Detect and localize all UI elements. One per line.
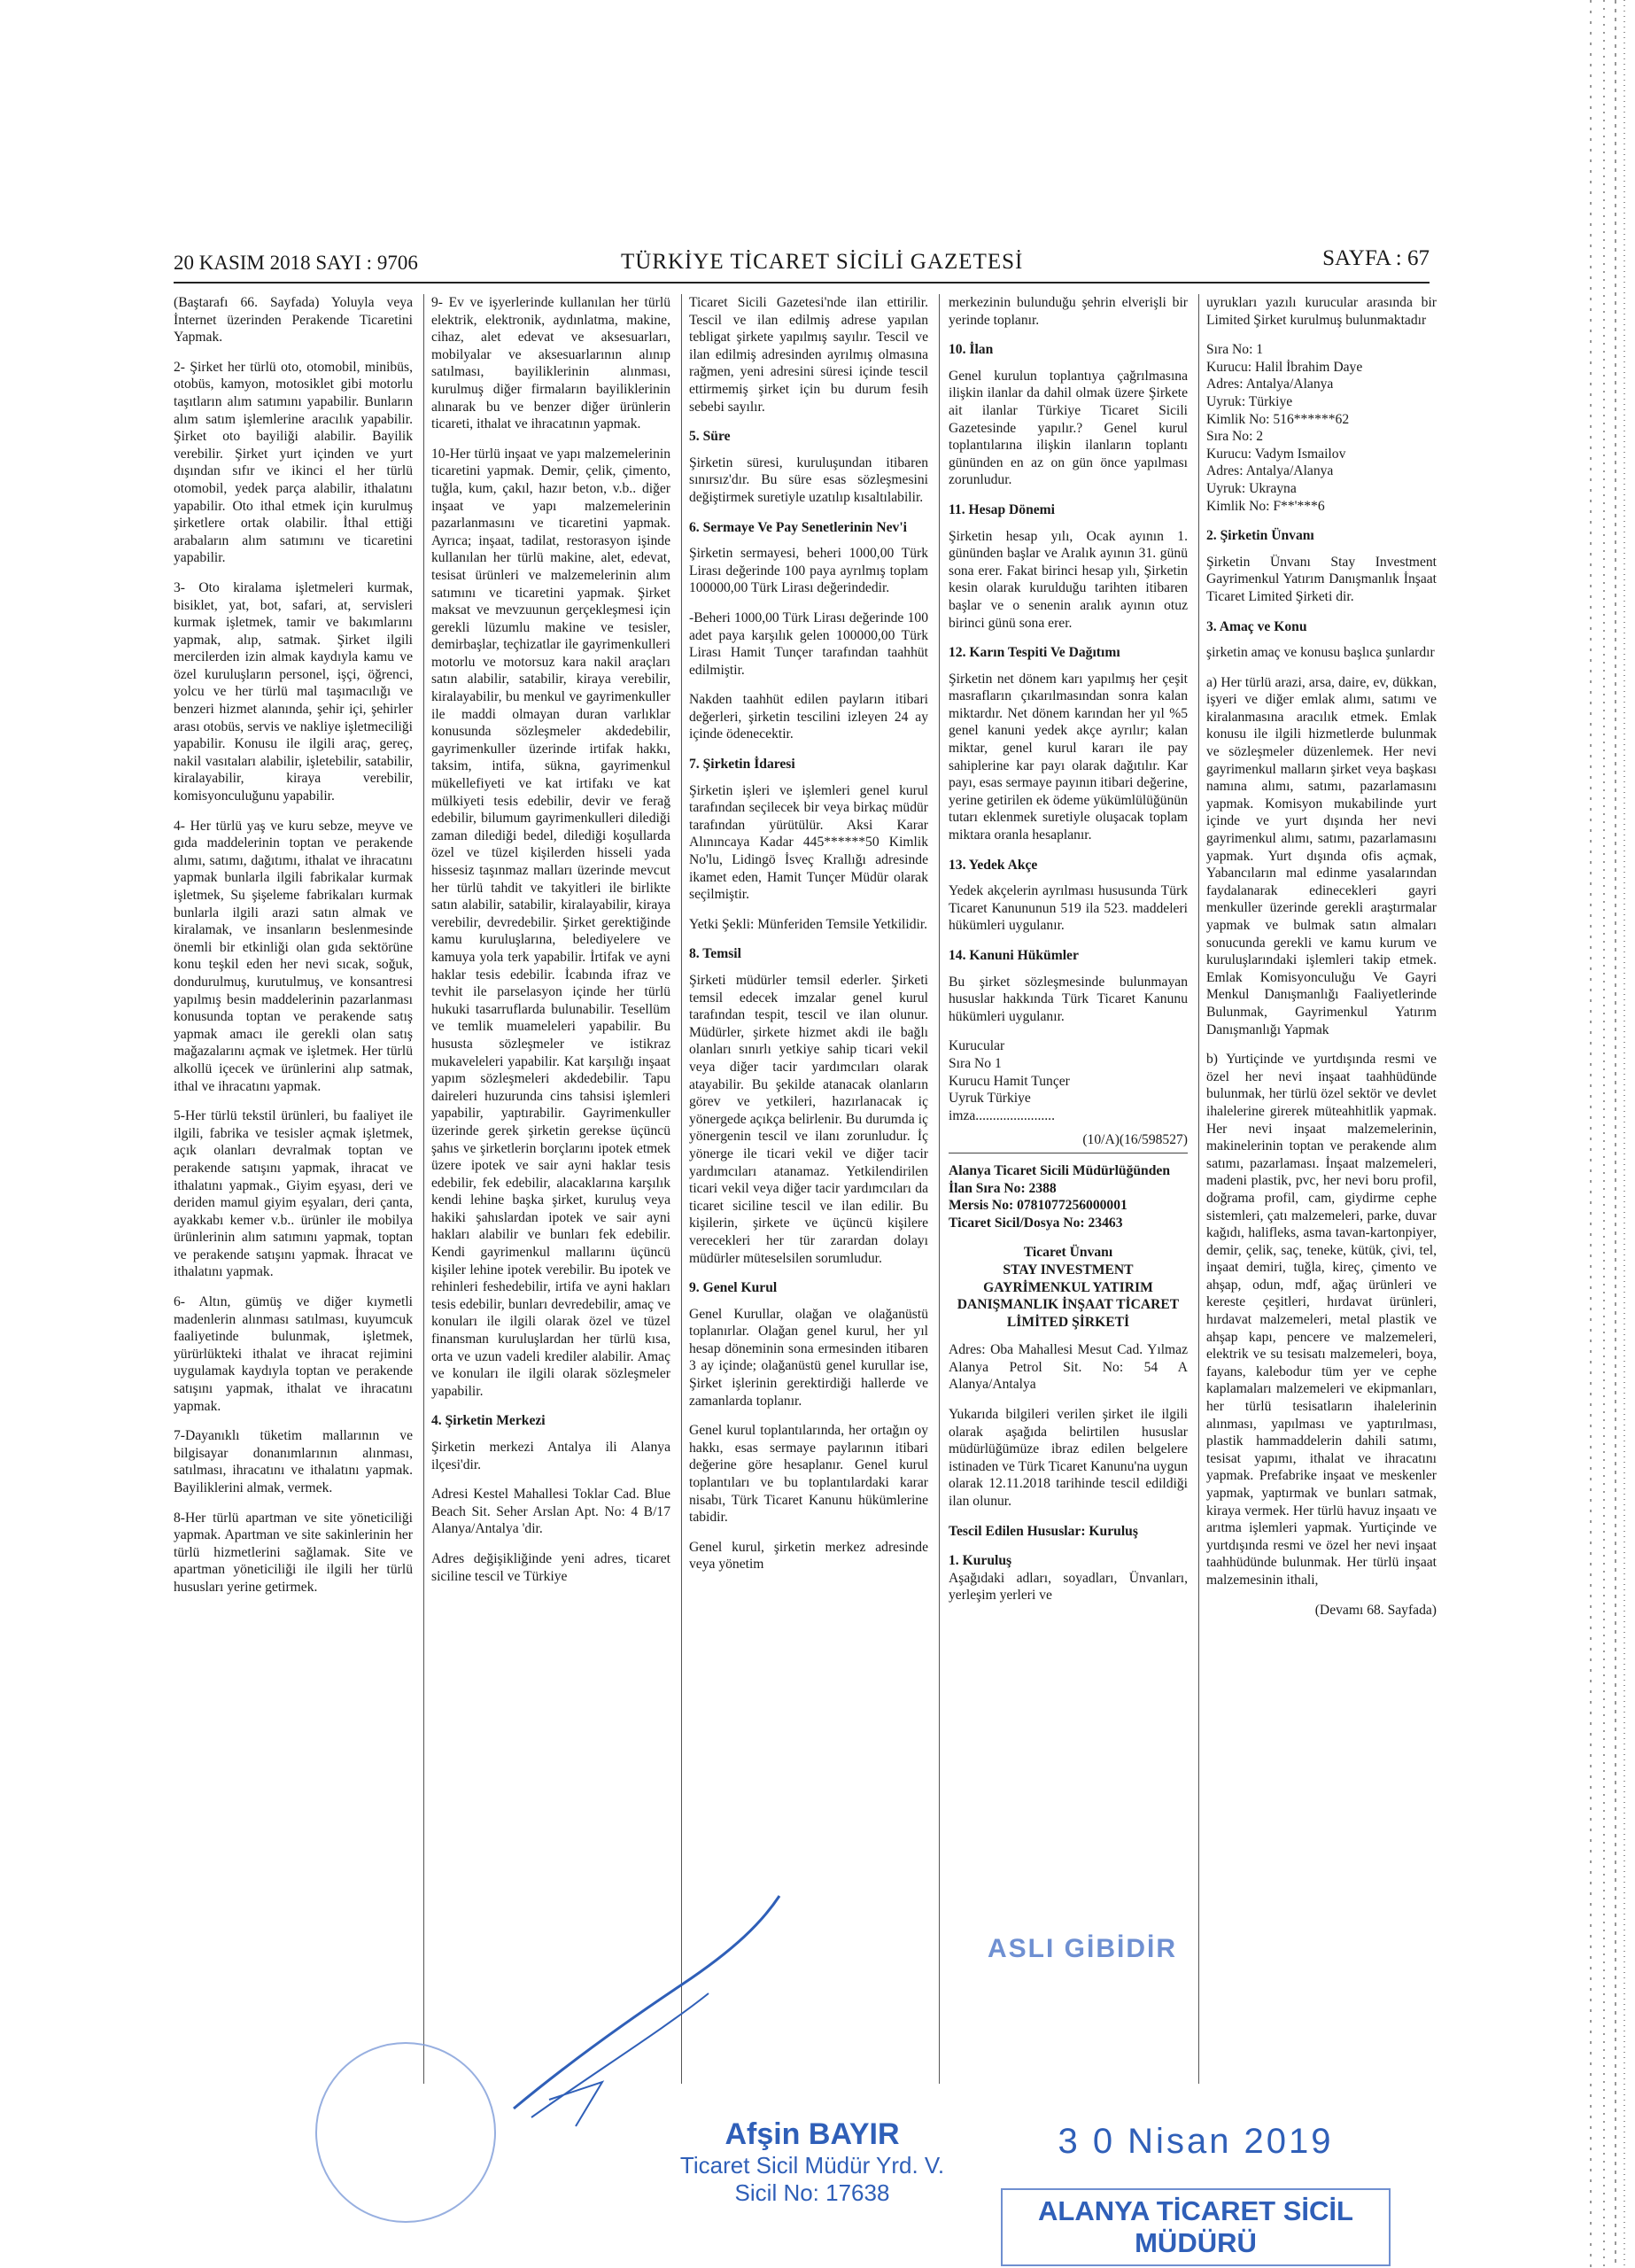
notice-unvan: STAY INVESTMENT GAYRİMENKUL YATIRIM DANIŞMANLIK İNŞAAT TİCARET LİMİTED ŞİRKETİ [957,1262,1180,1330]
paragraph: Şirketin hesap yılı, Ocak ayının 1. gününden başlar ve Aralık ayının 31. günü sona erer. Fakat birinci hesap yılı, Şirketin kesin olarak kurulduğu tarihten itibaren başlar ve o senenin aralık ayının otuz birinci günü sona erer. [949,528,1188,631]
paragraph: şirketin amaç ve konusu başlıca şunlardır [1206,645,1435,661]
paragraph: 10-Her türlü inşaat ve yapı malzemelerinin ticaretini yapmak. Demir, çelik, çimento, tuğla, kum, çakıl, hazır beton, v.b.. diğer inşaat ve yapı malzemelerinin pazarlanmasını ve ticaretini yapmak. Ayrıca; inşaat, tadilat, restorasyon işinde kullanılan her türlü makine, alet, edevat, tesisat ürünleri ve malzemelerinin alım satımını ve ticaretini yapmak. Şirket maksat ve mevzuunun gerçekleşmesi için gerekli lüzumlu makine ve tesisler, demirbaşlar, teçhizatlar ile gayrimenkulleri motorlu ve motorsuz kara nakil araçları satın alabilir, satabilir, kiraya verebilir, kiralayabilir, bu menkul ve gayrimenkuller ile maddi olmayan duran varlıklar konusunda sözleşmeler akdedebilir, gayrimenkuller üzerinde irtifak hakkı, taksim, intifa, sükna, gayrimenkul mükellefiyeti ve kat irtifakı ve kat mülkiyeti tesis edebilir, devir ve ferağ edebilir, bilumum gayrimenkulleri dilediği zaman dilediği bedel, dilediği koşullarda özel ve tüzel kişilerden hisseli yada hissesiz taşınmaz malları üzerinde mevcut her türlü tahdit ve takyitleri ile birlikte satın alabilir, satabilir, kiralayabilir, kiraya verebilir, devredebilir. Şirket gerektiğinde kamu kuruluşlarına, belediyelere ve kamuya yola terk yapabilir. İrtifak ve ayni haklar tesis edebilir. İcabında ifraz ve tevhit ile parselasyon içinde her türlü hukuki tasarruflarda bulunabilir. Tesellüm ve temlik muameleleri yapabilir. Bu hususta sözleşmeler ve istikraz mukaveleleri yapabilir. Kat karşılığı inşaat yapım sözleşmeleri akdedebilir. Tapu daireleri huzurunda cins tahsisi işlemleri yapabilir, yaptırabilir. Gayrimenkuller üzerinde gerek şirketin gerekse üçüncü şahıs ve şirketlerin borçlarını ipotek etmek üzere ipotek ve sair ayni haklar tesis edebilir, fek edebilir, alacaklarına karşılık kendi lehine başka şirket, kuruluş veya hakiki şahıslardan ipotek ve sair ayni hakları alabilir ve bunları fek edebilir. Kendi gayrimenkul mallarını üçüncü kişiler lehine ipotek verebilir. Bu ipotek ve rehinleri feshedebilir, irtifa ve ayni hakları tesis edebilir, bunları devredebilir, amaç ve konuları ile ilgili olarak özel ve tüzel finansman kuruluşlardan her türlü kısa, orta ve uzun vadeli krediler alabilir. Amaç ve konuları ile ilgili olarak sözleşmeler yapabilir. [431,446,670,1399]
section-heading: 11. Hesap Dönemi [949,501,1055,517]
column-1 [174,294,424,2084]
founder-line: Kimlik No: F**'***6 [1206,498,1325,514]
stamp-sicil: Sicil No: 17638 [734,2179,890,2206]
founder-line: Uyruk Türkiye [949,1091,1031,1107]
founder-line: Kurucular [949,1038,1005,1054]
paragraph: Genel Kurullar, olağan ve olağanüstü toplanırlar. Olağan genel kurul, her yıl hesap döneminin sona ermesinden itibaren 3 ay içinde; olağanüstü genel kurullar ise, Şirket işlerinin gerektirdiği hallerde ve zamanlarda toplanır. [689,1306,928,1409]
paragraph: 9- Ev ve işyerlerinde kullanılan her türlü elektrik, elektronik, aydınlatma, makine, cihaz, alet edevat ve aksesuarları, mobilyalar ve aksesuarlarının alınıp satılması, bayiliklerinin alınması, kurulmuş diğer firmaların bayiliklerinin alınarak bu ve benzer diğer ürünlerin ticareti, ithalat ve ihracatının yapmak. [431,295,670,432]
section-heading: 12. Karın Tespiti Ve Dağıtımı [949,645,1120,661]
notice-kurulus-text: Aşağıdaki adları, soyadları, Ünvanları, yerleşim yerleri ve [949,1570,1188,1604]
paragraph: Şirketin işleri ve işlemleri genel kurul tarafından seçilecek bir veya birkaç müdür tarafından yürütülür. Aksi Karar Alınıncaya Kadar 445******50 Kimlik No'lu, Lidingö İsveç Krallığı adresinde ikamet eden, Hamit Tunçer Müdür olarak seçilmiştir. [689,782,928,903]
round-seal-stamp [315,2042,496,2223]
section-heading: 5. Süre [689,429,731,445]
section-list [689,428,928,1573]
paragraph: Genel kurul toplantılarında, her ortağın oy hakkı, esas sermaye paylarının itibari değerine göre hesaplanır. Genel kurul toplantıları ve bu toplantılardaki karar nisabı, Türk Ticaret Kanunu hükümlerine tabidir. [689,1423,928,1526]
founder-line: imza....................... [949,1107,1055,1123]
section-heading: 14. Kanuni Hükümler [949,948,1079,963]
header-date-issue: 20 KASIM 2018 SAYI : 9706 [174,252,418,274]
notice-kurulus-title: 1. Kuruluş [949,1553,1012,1569]
paragraph: 2- Şirket her türlü oto, otomobil, minibüs, otobüs, kamyon, motosiklet gibi motorlu taşıtların alım satımını yapabilir. Bunların alım satım işlemlerine aracılık yapabilir. Şirket oto bayiliği alabilir. Bayilik verebilir. Şirket yurt içinden ve yurt dışından sıfır ve ikinci el her türlü otomobil, yedek parça alabilir, ithalatını yapabilir. Oto ithal etmek için kurulmuş şirketlere ortak olabilir. İthal ettiği arabaların alım satımını ve ticaretini yapabilir. [174,359,413,566]
section-heading: 13. Yedek Akçe [949,857,1038,873]
stamp-title: Ticaret Sicil Müdür Yrd. V. [679,2152,945,2179]
section-list [1206,527,1437,1588]
section-heading: 10. İlan [949,342,994,358]
founder-line: Uyruk: Türkiye [1206,393,1293,409]
overlay-stamp-text: ASLI GİBİDİR [988,1934,1178,1963]
announcement-ref: (10/A)(16/598527) [949,1131,1188,1153]
paragraph: 5-Her türlü tekstil ürünleri, bu faaliyet ile ilgili, fabrika ve tesisler açmak işletmek, açık olanları devralmak toptan ve perakende satışını yapmak, ihracat ve ithalatını yapmak., Giyim eşyası, deri ve deriden mamul giyim eşyaları, deri çanta, ayakkabı kemer v.b.. ürünler ile mobilya ürünlerinin alım satımını yapmak, toptan ve perakende satışını yapmak. İhracat ve ithalatını yapmak. [174,1108,413,1280]
stamp-name: Afşin BAYIR [725,2117,900,2151]
paragraph: Ticaret Sicili Gazetesi'nde ilan ettirilir. Tescil ve ilan edilmiş adrese yapılan tebligat şirkete yapılmış sayılır. Tescil ve ilan edilmiş adresinden ayrılmış olmasına rağmen, yeni adresini süresi içinde tescil ettirmemiş şirket için bu durum fesih sebebi sayılır. [689,295,928,415]
header-title: TÜRKİYE TİCARET SİCİLİ GAZETESİ [621,250,1024,274]
section-heading: 6. Sermaye Ve Pay Senetlerinin Nev'i [689,519,908,535]
paragraph: Şirketin Ünvanı Stay Investment Gayrimenkul Yatırım Danışmanlık İnşaat Ticaret Limited Şirketi dir. [1206,554,1437,604]
paragraph: Bu şirket sözleşmesinde bulunmayan hususlar hakkında Türk Ticaret Kanunu hükümleri uygulanır. [949,974,1188,1024]
section-list [949,341,1188,1025]
founder-line: Sıra No: 2 [1206,429,1264,445]
founder-block [949,1037,1188,1124]
founder-line: Kurucu: Halil İbrahim Daye [1206,359,1363,375]
founder-line: Sıra No 1 [949,1055,1002,1071]
scan-edge-noise [1538,0,1635,2268]
paragraph: Şirketin merkezi Antalya ili Alanya ilçesi'dir. [431,1440,670,1472]
paragraph: 4- Her türlü yaş ve kuru sebze, meyve ve gıda maddelerinin toptan ve perakende alımı, satımı, dağıtımı, ithalat ve ihracatını yapmak bunlarla ilgili fabrikalar kurmak işletmek, Su şişeleme fabrikaları kurmak bunlarla ilgili arazi satın almak ve kiralamak, ve insanların beslenmesinde önemli bir etkinliği olan gıda sektörüne konu teşkil eden her nevi sıcak, soğuk, dondurulmuş, kurutulmuş, ve konsantresi yapılmış besin maddelerinin pazarlanması konusunda toptan ve perakende satış yapmak amacı ile gerekli olan satış mağazalarını açmak ve işletmek. Her türlü alkollü içecek ve ürünlerini alıp satmak, ithal ve ihracatını yapmak. [174,818,413,1094]
notice-ilan-no: İlan Sıra No: 2388 [949,1180,1057,1196]
column-4 [949,294,1199,2084]
founder-line: Kurucu Hamit Tunçer [949,1073,1070,1089]
paragraph: Yedek akçelerin ayrılması hususunda Türk Ticaret Kanununun 519 ila 523. maddeleri hükümleri uygulanır. [949,883,1188,934]
paragraph: Şirketin net dönem karı yapılmış her çeşit masrafların çıkarılmasından sonra kalan miktardır. Net dönem karından her yıl %5 genel kanuni yedek akçe ayrılır; kalan miktar, genel kurul kararı ile pay sahiplerine kar payı olarak dağıtılır. Kar payı, esas sermaye payının itibari değerine, yerine getirilen ek ödeme yükümlülüğünün tutarı eklenmek suretiyle oluşacak toplam miktara oranla hesaplanır. [949,671,1188,843]
office-stamp [1001,2122,1391,2266]
paragraph: (Baştarafı 66. Sayfada) Yoluyla veya İnternet üzerinden Perakende Ticaretini Yapmak. [174,295,413,346]
paragraph: 3- Oto kiralama işletmeleri kurmak, bisiklet, yat, bot, safari, at, servisleri kurmak işletmek, tamir ve bakımlarını yapmak, alıp, satmak. Şirket ilgili mercilerden izin almak kaydıyla kamu ve özel kuruluşların personel, işçi, öğrenci, yolcu ve her türlü mal taşımacılığı ve benzeri hizmet alanında, şehir içi, şehirler arası otobüs, servis ve nakliye işletmeciliği yapabilir. Konusu ile ilgili araç, gereç, nakil vasıtaları alabilir, işletebilir, satabilir, kiralayabilir, kiraya verebilir, komisyonculuğunu yapabilir. [174,579,413,804]
notice-registered: Tescil Edilen Hususlar: Kuruluş [949,1523,1138,1539]
paragraph: Nakden taahhüt edilen payların itibari değerleri, şirketin tescilini izleyen 24 ay içinde ödenecektir. [689,692,928,742]
page-header [174,246,1430,284]
section-heading: 4. Şirketin Merkezi [431,1413,546,1429]
paragraph: 7-Dayanıklı tüketim mallarının ve bilgisayar donanımlarının alınması, satılması, ihracatını ve ithalatını yapmak. Bayiliklerini almak, vermek. [174,1428,413,1495]
paragraph: uyrukları yazılı kurucular arasında bir Limited Şirket kurulmuş bulunmaktadır [1206,295,1437,328]
founder-line: Sıra No: 1 [1206,342,1264,358]
paragraph: Adresi Kestel Mahallesi Toklar Cad. Blue Beach Sit. Seher Arslan Apt. No: 4 B/17 Alanya/Antalya 'dir. [431,1487,670,1537]
section-heading: 8. Temsil [689,946,741,962]
notice-address: Adres: Oba Mahallesi Mesut Cad. Yılmaz Alanya Petrol Sit. No: 54 A Alanya/Antalya [949,1342,1188,1393]
paragraph: 6- Altın, gümüş ve diğer kıymetli madenlerin alınması satılması, kuyumcuk faaliyetinde bulunmak, işletmek, yürürlükteki ithalat ve ihracat rejimini uygulamak kaydıyla toptan ve perakende satışını yapmak, ithalat ve ihracatını yapmak. [174,1294,413,1414]
notice-mersis: Mersis No: 0781077256000001 [949,1198,1127,1214]
paragraph: Genel kurulun toplantıya çağrılmasına ilişkin ilanlar da dahil olmak üzere Şirkete ait ilanlar Türkiye Ticaret Sicili Gazetesinde yapılır.? Genel kurul toplantılarına ilişkin ilanların toplantı gününden en az on gün önce yapılması zorunludur. [949,368,1188,488]
founder-line: Kurucu: Vadym Ismailov [1206,446,1346,462]
paragraph: -Beheri 1000,00 Türk Lirası değerinde 100 adet paya karşılık gelen 100000,00 Türk Lirası Hamit Tunçer tarafından taahhüt edilmiştir. [689,610,928,678]
founder-line: Kimlik No: 516******62 [1206,411,1350,427]
stamp-date: 3 0 Nisan 2019 [1058,2122,1334,2161]
paragraph: a) Her türlü arazi, arsa, daire, ev, dükkan, işyeri ve diğer emlak alımı, satımı ve kiralanmasına aracılık etmek. Emlak konusu ile ilgili hizmetlerde bulunmak ve sözleşmeler düzenlemek. Her nevi gayrimenkul malların şirket veya başkası namına alımı, satımı, pazarlamasını yapmak. Komisyon mukabilinde yurt içinde ve yurt dışında her nevi gayrimenkul alımı, satımı, pazarlamasını yapmak. Yurt dışında ofis açmak, Yabancıların mal edinme yasalarından faydalanarak edinecekleri gayri menkuller üzerinde gerekli araştırmalar yapmak ve bulmak satın almaları sonucunda gerekli ve kamu kurum ve kuruluşlarındaki işlemleri takip etmek. Emlak Komisyonculuğu Ve Gayri Menkul Danışmanlığı Faaliyetlerinde Bulunmak, Gayrimenkul Yatırım Danışmanlığı Yapmak [1206,674,1437,1037]
founder-line: Adres: Antalya/Alanya [1206,463,1334,479]
stamp-office: ALANYA TİCARET SİCİL MÜDÜRÜ [1001,2188,1391,2266]
paragraph: merkezinin bulunduğu şehrin elverişli bir yerinde toplanır. [949,295,1188,328]
founder-line: Uyruk: Ukrayna [1206,480,1297,496]
column-3 [689,294,940,2084]
continued-note: (Devamı 68. Sayfada) [1314,1602,1437,1618]
founder-list [1206,341,1437,515]
paragraph: 8-Her türlü apartman ve site yöneticiliği yapmak. Apartman ve site sakinlerinin her türlü hizmetlerini sağlamak. Site ve apartman yöneticiliği ile ilgili her türlü hususları yerine getirmek. [174,1510,413,1595]
paragraph: b) Yurtiçinde ve yurtdışında resmi ve özel her nevi inşaat taahhüdünde bulunmak, her türlü özel sektör ve devlet ihalelerine girerek müteahhitlik yapmak. Her nevi inşaat malzemelerinin, makinelerinin toptan ve perakende alım satımı, pazarlaması. İnşaat malzemeleri, madeni plastik, pvc, her nevi boru profil, doğrama profil, cam, giydirme cephe sistemleri, çatı malzemeleri, parke, duvar kağıdı, halifleks, asma tavan-kartonpiyer, demir, çelik, saç, teneke, kütük, çivi, tel, inşaat demiri, tuğla, kireç, çimento ve ahşap, odun, mdf, ağaç ürünleri ve kereste çeşitleri, hırdavat ürünleri, hırdavat malzemeleri, metal plastik ve ahşap kapı, pencere ve malzemeleri, elektrik ve su tesisatı malzemeleri, boya, fayans, kalebodur tüm yer ve cephe kaplamaları malzemeleri ve ekipmanları, her türlü tesisatların ihalelerinin alınması, yapılması ve yaptırılması, plastik hammaddelerin dahili satımı, tesisat yapımı, ithalat ve ihracatını yapmak. Prefabrike inşaat ve meskenler yapmak, yaptırmak ve bunları satmak, kiraya vermek. Her türlü havuz inşaatı ve arıtma işlemleri yapmak. Yurtiçinde ve yurtdışında resmi ve özel her nevi inşaat taahhüdünde bulunmak. Her türlü inşaat malzemesinin ithali, [1206,1052,1437,1588]
signature-scribble [496,1887,788,2135]
section-heading: 7. Şirketin İdaresi [689,757,795,773]
signature-stamp [666,2117,958,2207]
paragraph: Şirketin sermayesi, beheri 1000,00 Türk Lirası değerinde 100 paya ayrılmış toplam 100000,00 Türk Lirası değerindedir. [689,546,928,596]
paragraph: Şirketi müdürler temsil ederler. Şirketi temsil edecek imzalar genel kurul tarafından tespit, tescil ve ilan olunur. Müdürler, şirkete hizmet akdi ile bağlı olanları sınırlı yetkiye sahip ticari vekil veya diğer tacir yardımcıları olarak atayabilir. Bu şekilde atanacak olanların görev ve yetkileri, hazırlanacak iç yönergede açıkça belirlenir. Bu durumda iç yönergenin tescil ve ilanı zorunludur. İç yönerge ile ticari vekil ve diğer tacir yardımcıları atanamaz. Yetkilendirilen ticari vekil veya diğer tacir yardımcıları da ticaret siciline tescil ve ilan edilir. Bu kişilerin, şirkete ve üçüncü kişilere verecekleri her tür zarardan dolayı müdürler müteselsilen sorumludur. [689,973,928,1266]
column-2 [431,294,682,2084]
paragraph: Adres değişikliğinde yeni adres, ticaret siciline tescil ve Türkiye [431,1550,670,1584]
column-5 [1206,294,1437,2084]
notice-unvan-label: Ticaret Ünvanı [1023,1245,1113,1261]
paragraph: Şirketin süresi, kuruluşundan itibaren sınırsız'dır. Bu süre esas sözleşmesini değiştirmek suretiyle uzatılıp kısaltılabilir. [689,454,928,505]
section-heading: 3. Amaç ve Konu [1206,618,1307,634]
header-page-number: SAYFA : 67 [1322,246,1430,270]
notice-sicil: Ticaret Sicil/Dosya No: 23463 [949,1215,1123,1231]
paragraph: Yetki Şekli: Münferiden Temsile Yetkilidir. [689,916,928,932]
notice-office: Alanya Ticaret Sicili Müdürlüğünden [949,1162,1170,1178]
paragraph: Genel kurul, şirketin merkez adresinde veya yönetim [689,1539,928,1573]
section-heading: 2. Şirketin Ünvanı [1206,528,1314,544]
notice-body: Yukarıda bilgileri verilen şirket ile ilgili olarak aşağıda belirtilen hususlar müdürlüğümüze ibraz edilen belgelere istinaden ve Türk Ticaret Kanunu'na uygun olarak 12.11.2018 tarihinde tescil edildiği ilan olunur. [949,1407,1188,1510]
founder-line: Adres: Antalya/Alanya [1206,377,1334,392]
section-heading: 9. Genel Kurul [689,1280,778,1296]
